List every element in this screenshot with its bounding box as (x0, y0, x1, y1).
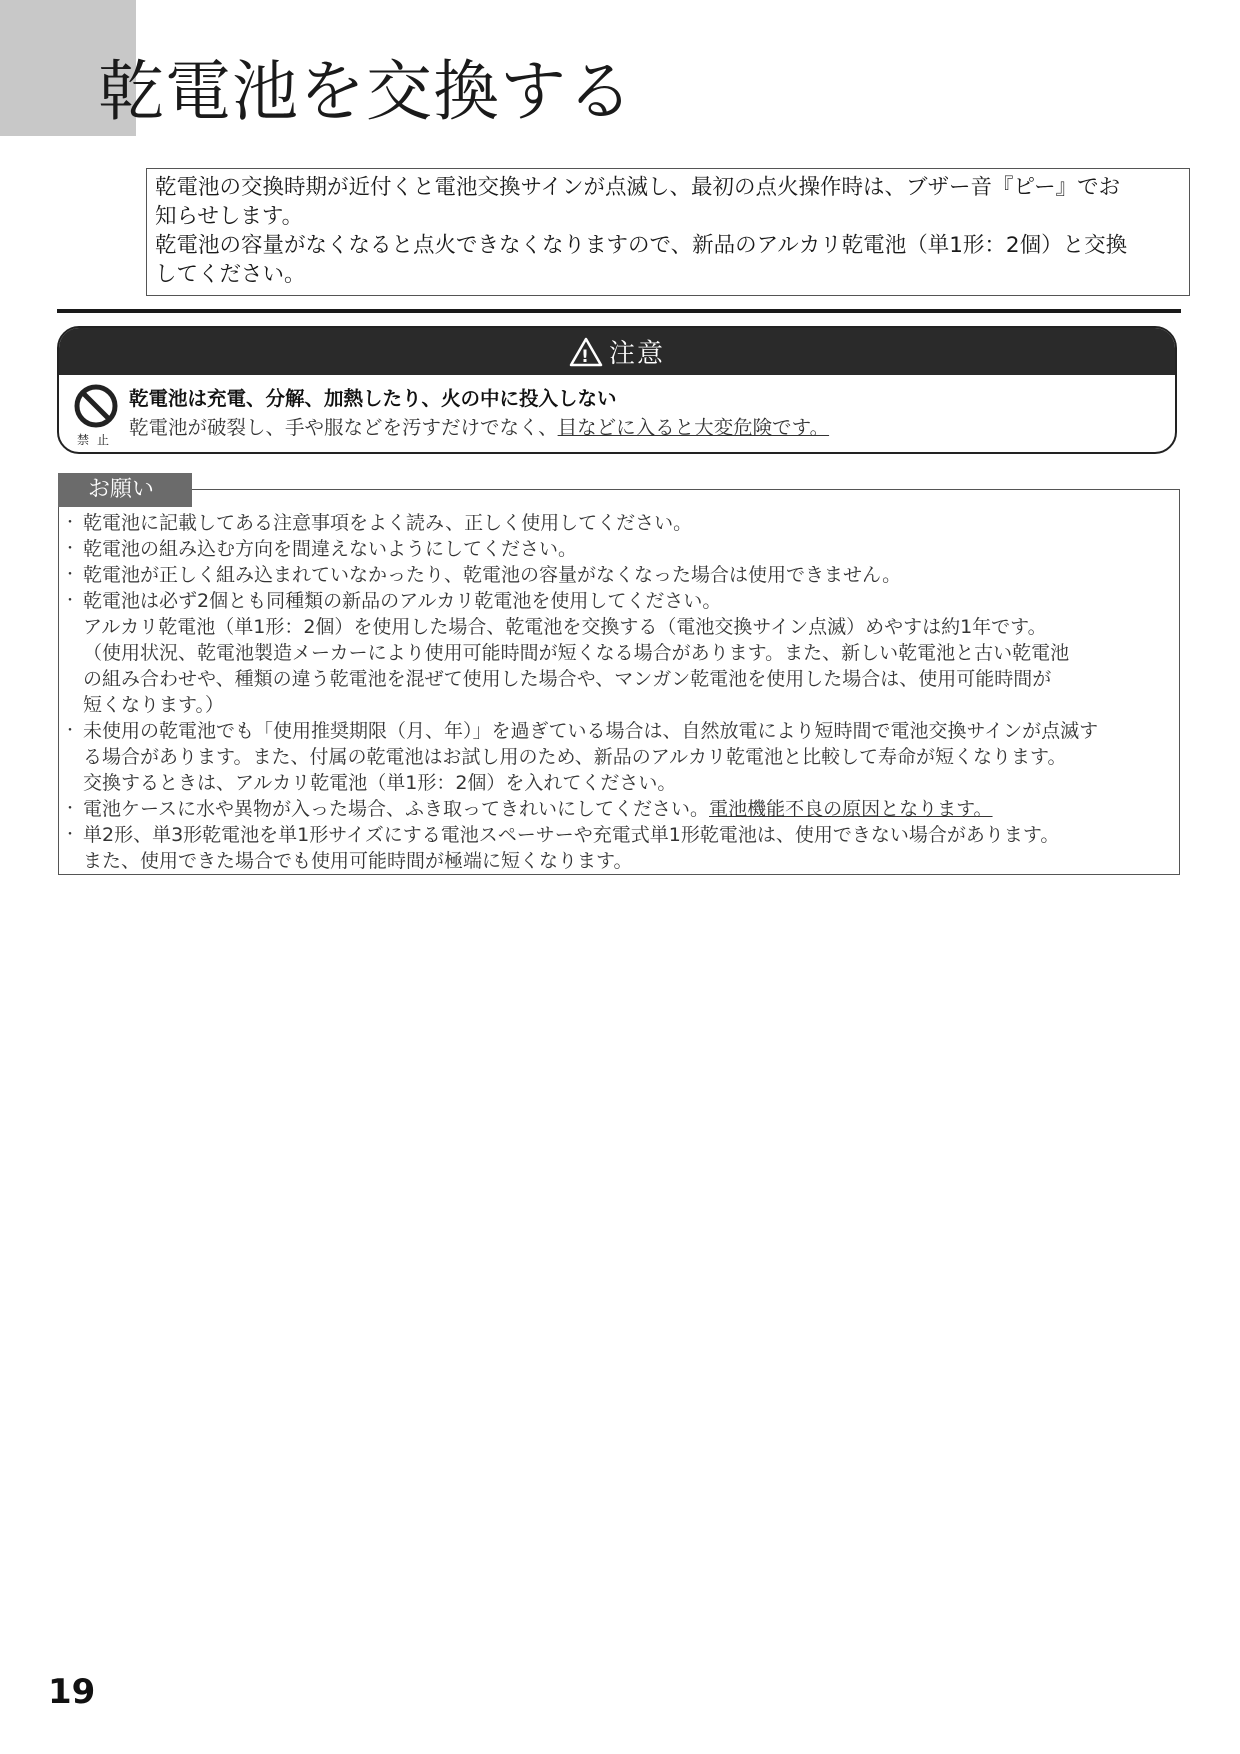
page-title: 乾電池を交換する (98, 53, 634, 130)
caution-box (57, 326, 1177, 454)
request-line-plain: 電池ケースに水や異物が入った場合、ふき取ってきれいにしてください。 (83, 798, 710, 820)
request-line: ・ 未使用の乾電池でも「使用推奨期限（月、年）」を過ぎている場合は、自然放電により短時間で電池交換サインが点滅す (83, 720, 1099, 742)
request-line: 交換するときは、アルカリ乾電池（単1形：2個）を入れてください。 (83, 772, 677, 794)
page-number: 19 (48, 1672, 96, 1712)
prohibited-icon (73, 383, 119, 429)
request-item (59, 562, 1179, 588)
intro-line: 乾電池の交換時期が近付くと電池交換サインが点滅し、最初の点火操作時は、ブザー音『ピー』でお (155, 175, 1121, 200)
request-line: る場合があります。また、付属の乾電池はお試し用のため、新品のアルカリ乾電池と比較して寿命が短くなります。 (83, 746, 1067, 768)
request-box (58, 489, 1180, 875)
section-divider (57, 309, 1181, 313)
request-label: お願い (58, 473, 192, 507)
caution-text-emphasis: 目などに入ると大変危険です。 (557, 416, 830, 439)
caution-title: 注意 (608, 339, 665, 369)
intro-line: 知らせします。 (155, 204, 304, 229)
caution-header (59, 328, 1175, 375)
request-item (59, 822, 1179, 874)
warning-icon (569, 337, 603, 367)
request-item (59, 796, 1179, 822)
caution-body (59, 375, 1175, 453)
caution-heading: 乾電池は充電、分解、加熱したり、火の中に投入しない (129, 387, 617, 410)
request-line-emphasis: 電池機能不良の原因となります。 (709, 798, 993, 820)
request-line: ・ 単2形、単3形乾電池を単1形サイズにする電池スペーサーや充電式単1形乾電池は、使用できない場合があります。 (83, 824, 1060, 846)
request-list (59, 490, 1179, 874)
request-line: ・ 乾電池に記載してある注意事項をよく読み、正しく使用してください。 (83, 512, 693, 534)
caution-text (129, 412, 829, 440)
request-line: ・ 乾電池の組み込む方向を間違えないようにしてください。 (83, 538, 578, 560)
prohibited-label: 禁止 (77, 433, 118, 447)
svg-text:!: ! (581, 346, 591, 367)
request-line: の組み合わせや、種類の違う乾電池を混ぜて使用した場合や、マンガン乾電池を使用した場合は、使用可能時間が (83, 668, 1052, 690)
request-line: 短くなります。） (83, 694, 224, 716)
intro-box (146, 168, 1190, 296)
caution-text-plain: 乾電池が破裂し、手や服などを汚すだけでなく、 (129, 416, 558, 439)
request-item (59, 536, 1179, 562)
request-line: アルカリ乾電池（単1形：2個）を使用した場合、乾電池を交換する（電池交換サイン点滅）めやすは約1年です。 (83, 616, 1047, 638)
request-line: ・ 乾電池が正しく組み込まれていなかったり、乾電池の容量がなくなった場合は使用できません。 (83, 564, 902, 586)
request-item (59, 588, 1179, 718)
intro-line: 乾電池の容量がなくなると点火できなくなりますので、新品のアルカリ乾電池（単1形：2個）と交換 (155, 233, 1128, 258)
request-item (59, 718, 1179, 796)
request-line: ・ 乾電池は必ず2個とも同種類の新品のアルカリ乾電池を使用してください。 (83, 590, 722, 612)
request-line: （使用状況、乾電池製造メーカーにより使用可能時間が短くなる場合があります。また、新しい乾電池と古い乾電池 (83, 642, 1070, 664)
request-line: また、使用できた場合でも使用可能時間が極端に短くなります。 (83, 850, 633, 872)
intro-line: してください。 (155, 262, 306, 287)
request-item (59, 510, 1179, 536)
request-line (83, 796, 1179, 822)
